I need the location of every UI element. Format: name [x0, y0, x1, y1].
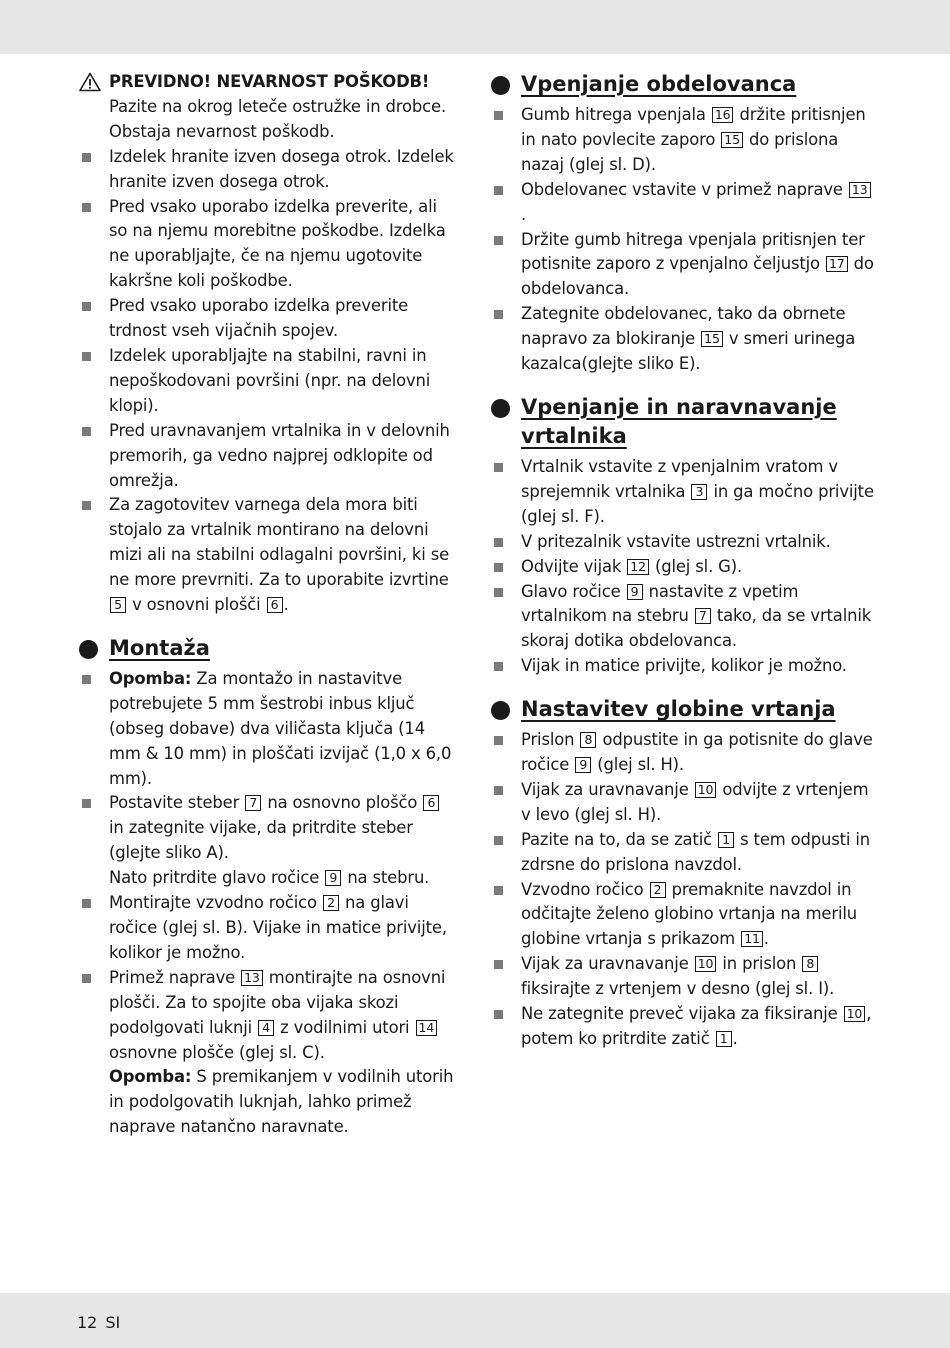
list-item-text: Montirajte vzvodno ročico 2 na glavi ročice (glej sl. B). Vijake in matice privijte, kolikor je možno. — [109, 893, 447, 962]
part-ref: 14 — [416, 1020, 438, 1036]
list-item — [490, 1002, 875, 1052]
part-ref: 10 — [695, 956, 717, 972]
list-item — [490, 555, 875, 580]
list-item — [78, 891, 458, 966]
list-item — [78, 294, 458, 344]
list-item-text: Izdelek hranite izven dosega otrok. Izdelek hranite izven dosega otrok. — [109, 146, 454, 191]
list-item — [78, 791, 458, 891]
list-item — [78, 493, 458, 618]
square-bullet-icon — [494, 563, 503, 572]
list-item — [490, 178, 875, 228]
part-ref: 1 — [716, 1031, 732, 1047]
list-item — [490, 654, 875, 679]
section-heading-vrtalnik: Vpenjanje in naravnavanje vrtalnika — [490, 393, 875, 451]
bullet-dot-icon — [491, 701, 510, 720]
list-item — [490, 103, 875, 178]
list-item-text: Izdelek uporabljajte na stabilni, ravni in nepoškodovani površini (npr. na delovni klopi). — [109, 345, 431, 415]
list-item-text: Vrtalnik vstavite z vpenjalnim vratom v sprejemnik vrtalnika 3 in ga močno privijte (glej sl. F). — [521, 456, 874, 526]
list-item — [490, 580, 875, 655]
list-item — [490, 828, 875, 878]
square-bullet-icon — [494, 662, 503, 671]
part-ref: 7 — [695, 608, 711, 624]
square-bullet-icon — [494, 960, 503, 969]
square-bullet-icon — [82, 675, 91, 684]
square-bullet-icon — [494, 111, 503, 120]
square-bullet-icon — [82, 501, 91, 510]
list-item-text: Zategnite obdelovanec, tako da obrnete napravo za blokiranje 15 v smeri urinega kazalca(glejte sliko E). — [521, 304, 856, 374]
list-item-text: Glavo ročice 9 nastavite z vpetim vrtalnikom na stebru 7 tako, da se vrtalnik skoraj dotika obdelovanca. — [521, 581, 872, 651]
top-bar — [0, 0, 950, 54]
list-item-text: Ne zategnite preveč vijaka za fiksiranje 10 , potem ko pritrdite zatič 1 . — [521, 1004, 872, 1048]
list-item-text: Primež naprave 13 montirajte na osnovni plošči. Za to spojite oba vijaka skozi podolgovati luknji 4 z vodilnimi utori 14 osnovne plošče (glej sl. C). — [109, 967, 446, 1062]
list-item-text: Obdelovanec vstavite v primež naprave 13. — [521, 178, 875, 228]
list-item — [78, 195, 458, 295]
part-ref: 10 — [844, 1006, 866, 1022]
part-ref: 10 — [695, 782, 717, 798]
part-ref: 17 — [826, 256, 848, 272]
part-ref: 3 — [691, 484, 707, 500]
square-bullet-icon — [494, 236, 503, 245]
part-ref: 5 — [110, 597, 126, 613]
section-heading-montaza: Montaža — [78, 634, 458, 663]
square-bullet-icon — [82, 799, 91, 808]
list-item — [490, 455, 875, 530]
part-ref: 8 — [802, 956, 818, 972]
list-item-text: Vijak za uravnavanje 10 odvijte z vrtenjem v levo (glej sl. H). — [521, 779, 869, 824]
warning-title: PREVIDNO! NEVARNOST POŠKODB! — [109, 72, 430, 91]
list-item — [490, 952, 875, 1002]
list-item-text: Odvijte vijak 12 (glej sl. G). — [521, 556, 743, 576]
part-ref: 4 — [258, 1020, 274, 1036]
section-heading-globina: Nastavitev globine vrtanja — [490, 695, 875, 724]
square-bullet-icon — [494, 186, 503, 195]
list-item-text: Vijak za uravnavanje 10 in prislon 8 fiksirajte z vrtenjem v desno (glej sl. I). — [521, 954, 835, 999]
square-bullet-icon — [82, 352, 91, 361]
part-ref: 13 — [849, 182, 871, 198]
square-bullet-icon — [494, 588, 503, 597]
bullet-dot-icon — [491, 76, 510, 95]
list-item-text: Opomba: S premikanjem v vodilnih utorih in podolgovatih luknjah, lahko primež naprave natančno naravnate. — [109, 1067, 454, 1137]
list-item — [78, 419, 458, 494]
part-ref: 9 — [325, 870, 341, 886]
part-ref: 6 — [423, 795, 439, 811]
list-item — [78, 344, 458, 419]
list-item-text: Vzvodno ročico 2 premaknite navzdol in odčitajte želeno globino vrtanja na merilu globine vrtanja s prikazom 11 . — [521, 879, 857, 949]
part-ref: 11 — [741, 931, 763, 947]
list-item-text: Prislon 8 odpustite in ga potisnite do glave ročice 9 (glej sl. H). — [521, 730, 873, 775]
list-item-text: Gumb hitrega vpenjala 16 držite pritisnjen in nato povlecite zaporo 15 do prislona nazaj (glej sl. D). — [521, 105, 866, 174]
square-bullet-icon — [82, 203, 91, 212]
list-item — [490, 778, 875, 828]
list-item-text: V pritezalnik vstavite ustrezni vrtalnik. — [521, 531, 831, 551]
square-bullet-icon — [494, 886, 503, 895]
square-bullet-icon — [494, 736, 503, 745]
list-item-text: Pazite na to, da se zatič 1 s tem odpusti in zdrsne do prislona navzdol. — [521, 829, 871, 874]
square-bullet-icon — [82, 302, 91, 311]
list-item — [78, 966, 458, 1140]
page-number: 12 — [77, 1313, 98, 1332]
list-item-text: Opomba: Za montažo in nastavitve potrebujete 5 mm šestrobi inbus ključ (obseg dobave) dva viličasta ključa (14 mm & 10 mm) in ploščati izvijač (1,0 x 6,0 mm). — [109, 668, 452, 788]
list-item — [78, 667, 458, 792]
part-ref: 16 — [712, 107, 734, 123]
list-item — [490, 878, 875, 953]
part-ref: 15 — [721, 132, 743, 148]
square-bullet-icon — [494, 836, 503, 845]
list-item-text: Pred uravnavanjem vrtalnika in v delovnih premorih, ga vedno najprej odklopite od omrežja. — [109, 420, 450, 490]
list-item-text: Pred vsako uporabo izdelka preverite trdnost vseh vijačnih spojev. — [109, 296, 409, 341]
part-ref: 7 — [245, 795, 261, 811]
square-bullet-icon — [494, 786, 503, 795]
part-ref: 6 — [267, 597, 283, 613]
list-item-text: Postavite steber 7 na osnovno ploščo 6 in zategnite vijake, da pritrdite steber (glejte sliko A). — [109, 791, 458, 866]
part-ref: 1 — [718, 832, 734, 848]
part-ref: 8 — [580, 732, 596, 748]
list-item — [78, 145, 458, 195]
list-item — [490, 302, 875, 377]
list-item-text: Nato pritrdite glavo ročice 9 na stebru. — [109, 868, 430, 888]
list-item — [490, 728, 875, 778]
square-bullet-icon — [494, 1010, 503, 1019]
part-ref: 2 — [323, 895, 339, 911]
warning-text: Pazite na okrog leteče ostružke in drobce. Obstaja nevarnost poškodb. — [109, 96, 447, 141]
list-item-text: Pred vsako uporabo izdelka preverite, ali so na njemu morebitne poškodbe. Izdelka ne uporabljajte, če na njemu ugotovite kakršne koli poškodbe. — [109, 196, 446, 291]
square-bullet-icon — [494, 463, 503, 472]
language-code: SI — [105, 1313, 121, 1332]
left-column — [78, 70, 458, 1140]
bullet-dot-icon — [79, 640, 98, 659]
list-item — [490, 228, 875, 303]
square-bullet-icon — [82, 974, 91, 983]
right-column — [490, 70, 875, 1052]
section-heading-vpenjanje: Vpenjanje obdelovanca — [490, 70, 875, 99]
list-item-text: Za zagotovitev varnega dela mora biti stojalo za vrtalnik montirano na delovni mizi ali na stabilni odlagalni površini, ki se ne more prevrniti. Za to uporabite izvrtine 5 v osnovni plošči 6 . — [109, 495, 450, 615]
warning-block — [78, 70, 458, 145]
square-bullet-icon — [494, 538, 503, 547]
part-ref: 13 — [241, 970, 263, 986]
part-ref: 12 — [627, 559, 649, 575]
bottom-bar — [0, 1293, 950, 1348]
page-footer — [77, 1313, 120, 1332]
bullet-dot-icon — [491, 399, 510, 418]
square-bullet-icon — [82, 427, 91, 436]
list-item — [490, 530, 875, 555]
warning-triangle-icon — [79, 72, 101, 92]
list-item-text: Vijak in matice privijte, kolikor je možno. — [521, 656, 847, 676]
part-ref: 9 — [627, 584, 643, 600]
square-bullet-icon — [494, 310, 503, 319]
list-item-text: Držite gumb hitrega vpenjala pritisnjen ter potisnite zaporo z vpenjalno čeljustjo 17 do obdelovanca. — [521, 229, 874, 299]
square-bullet-icon — [82, 899, 91, 908]
square-bullet-icon — [82, 153, 91, 162]
part-ref: 9 — [575, 757, 591, 773]
part-ref: 15 — [701, 331, 723, 347]
part-ref: 2 — [650, 882, 666, 898]
